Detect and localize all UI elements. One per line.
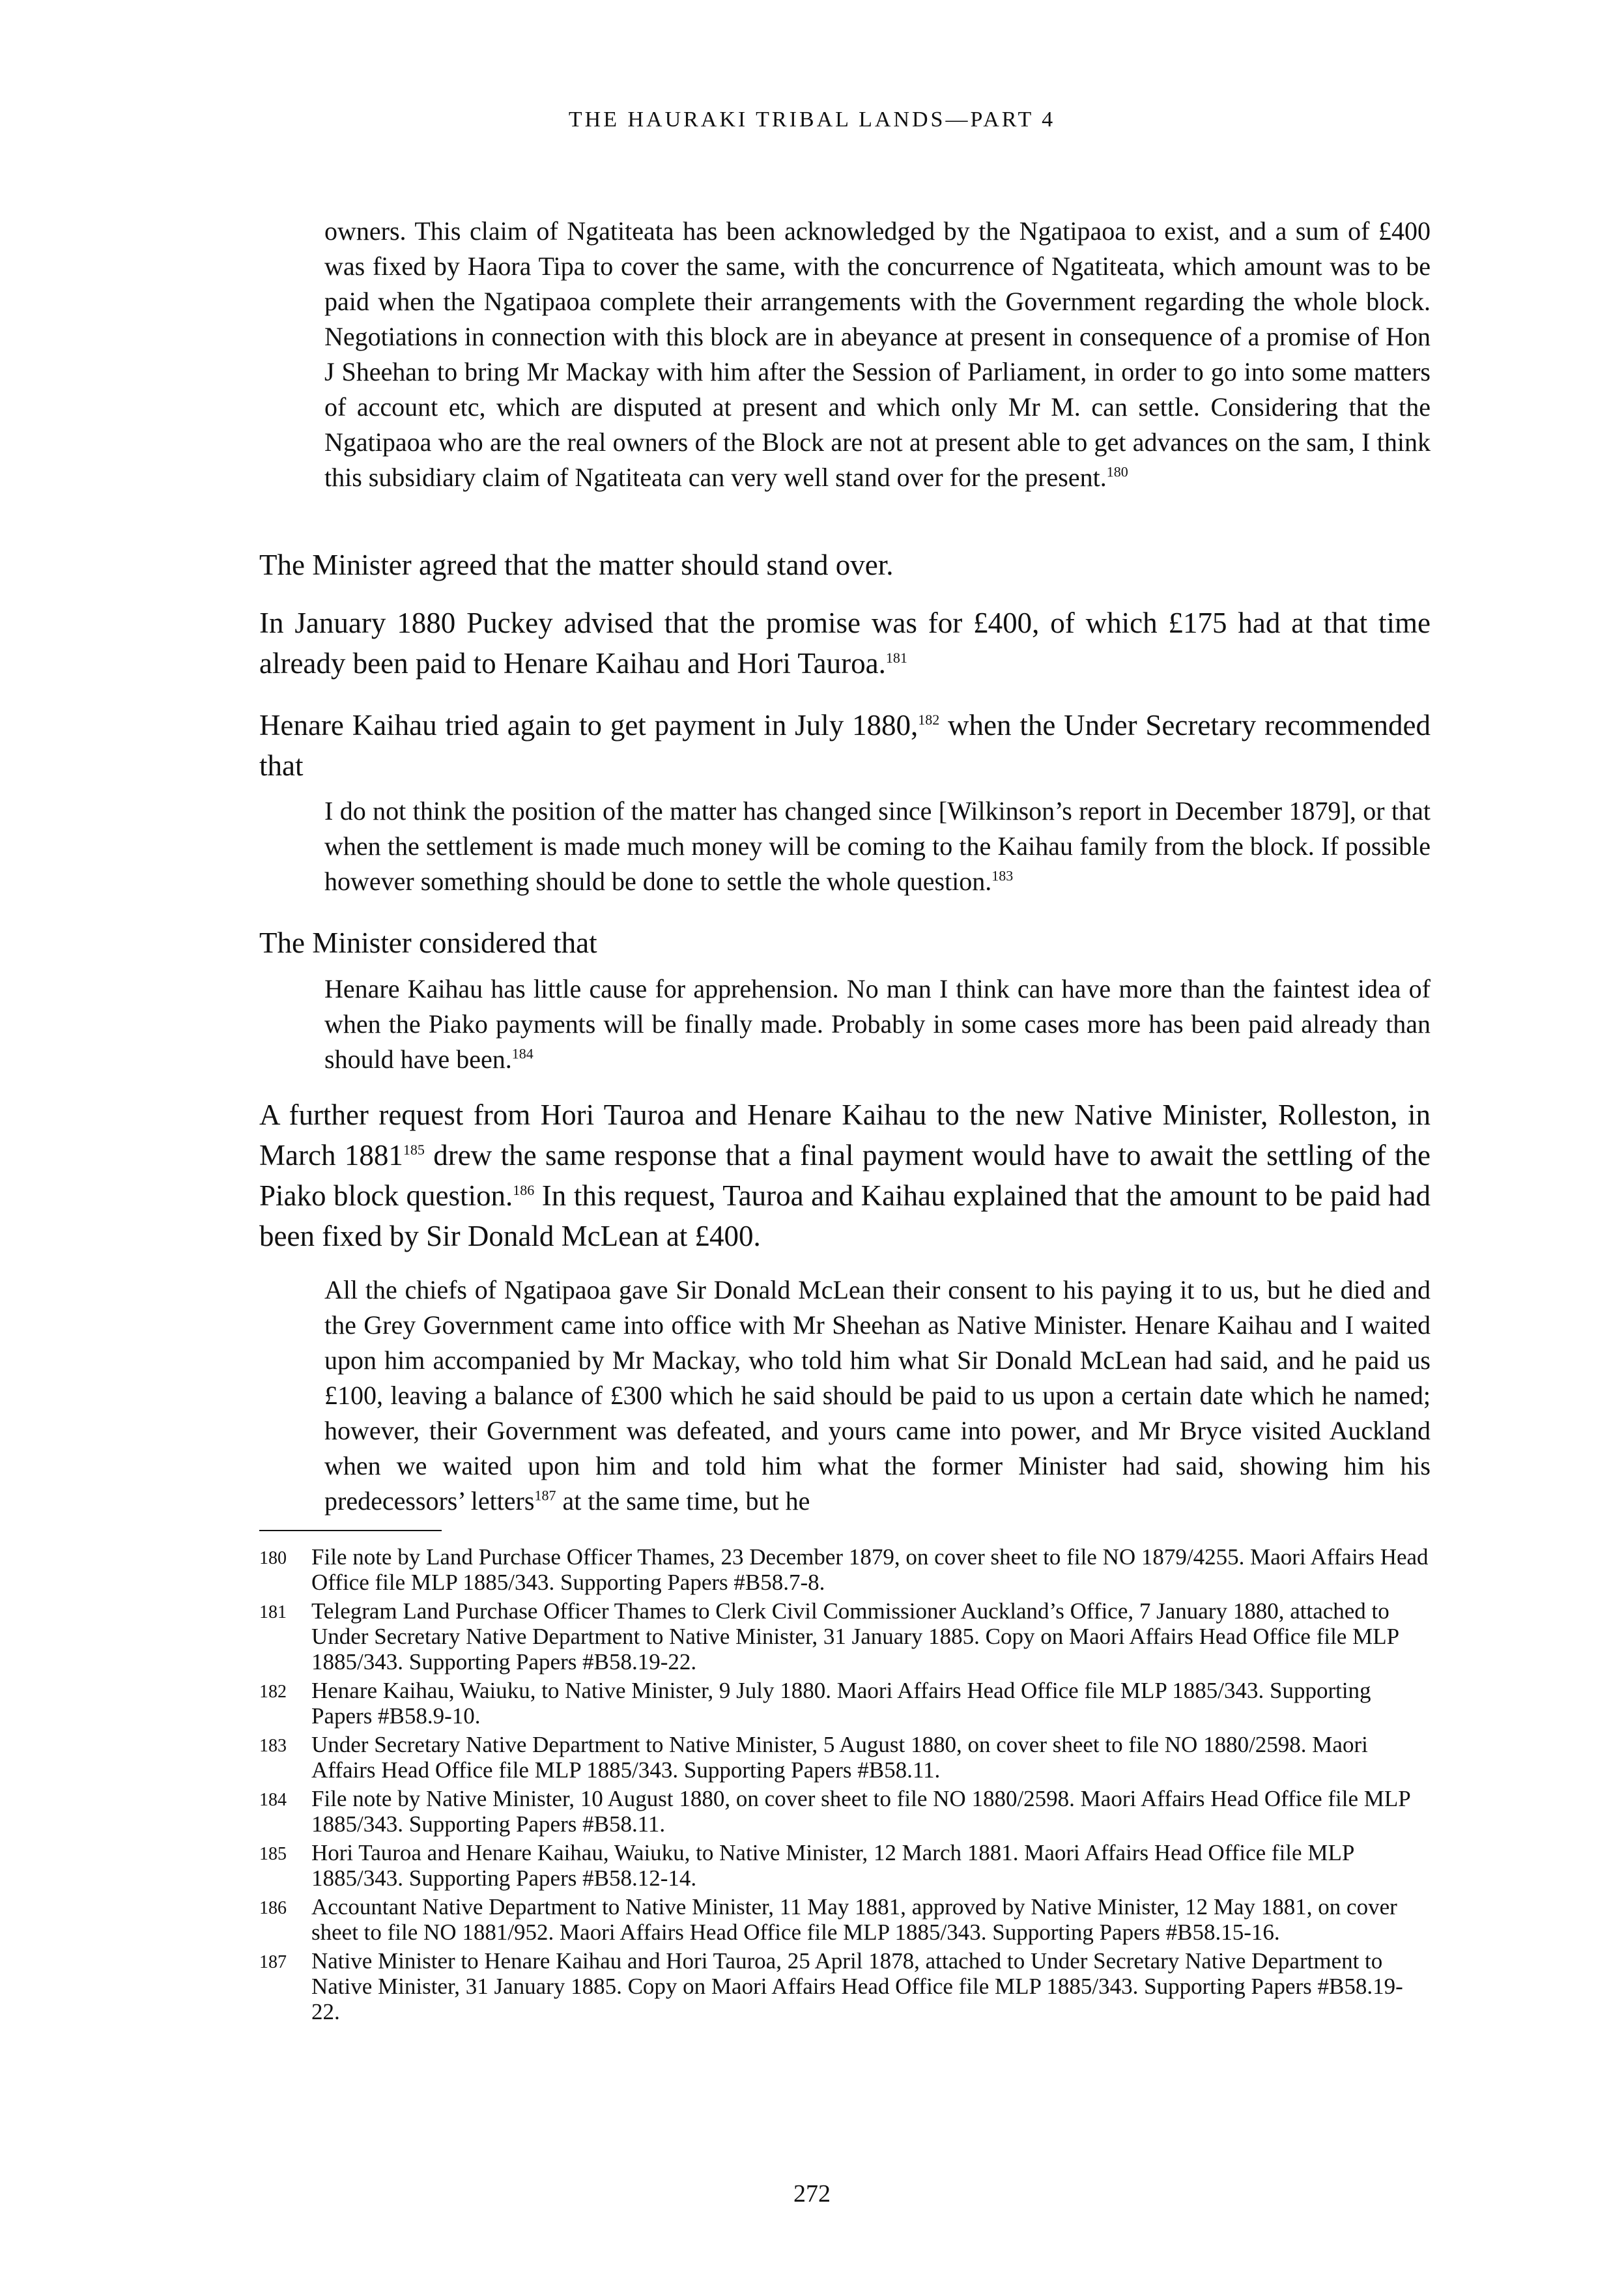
quote-text: I do not think the position of the matter has changed since [Wilkinson’s report in December 1879], or that when the settlement is made much money will be coming to the Kaihau family from the block. If possible however something should be done to settle the whole question.$^{183}$ <box>324 796 1431 896</box>
footnote-text: Native Minister to Henare Kaihau and Hori Tauroa, 25 April 1878, attached to Under Secretary Native Department to Native Minister, 31 January 1885. Copy on Maori Affairs Head Office file MLP 1885/343. Supporting Papers #B58.19-22. <box>311 1948 1403 2024</box>
paragraph-4 <box>259 923 1431 963</box>
block-quote-2 <box>259 794 1431 899</box>
paragraph-text: In January 1880 Puckey advised that the promise was for £400, of which £175 had at that time already been paid to Henare Kaihau and Hori Tauroa.$^{181}$ <box>259 607 1431 680</box>
footnote-ref: 181 <box>885 650 907 666</box>
paragraph-text: The Minister considered that <box>259 927 597 959</box>
footnote-number: 187 <box>259 1952 287 1972</box>
footnote-text: File note by Land Purchase Officer Thames, 23 December 1879, on cover sheet to file NO 1879/4255. Maori Affairs Head Office file MLP 1885/343. Supporting Papers #B58.7-8. <box>311 1544 1429 1595</box>
footnote <box>259 1786 1431 1837</box>
footnote-ref: 180 <box>1106 463 1128 480</box>
footnote-number: 180 <box>259 1548 287 1568</box>
footnote-ref: 182 <box>918 712 940 728</box>
footnote <box>259 1598 1431 1675</box>
block-quote-3 <box>259 971 1431 1077</box>
quote-text: owners. This claim of Ngatiteata has been acknowledged by the Ngatipaoa to exist, and a sum of £400 was fixed by Haora Tipa to cover the same, with the concurrence of Ngatiteata, which amount was to be paid when the Ngatipaoa complete their arrangements with the Government regarding the whole block. Negotiations in connection with this block are in abeyance at present in consequence of a promise of Hon J Sheehan to bring Mr Mackay with him after the Session of Parliament, in order to go into some matters of account etc, which are disputed at present and which only Mr M. can settle. Considering that the Ngatipaoa who are the real owners of the Block are not at present able to get advances on the sam, I think this subsidiary claim of Ngatiteata can very well stand over for the present.$^{180}$ <box>324 216 1431 492</box>
footnote-number: 186 <box>259 1898 287 1918</box>
footnote-ref: 186 <box>513 1182 535 1198</box>
paragraph-5 <box>259 1095 1431 1256</box>
footnote-text: Henare Kaihau, Waiuku, to Native Minister, 9 July 1880. Maori Affairs Head Office file MLP 1885/343. Supporting Papers #B58.9-10. <box>311 1678 1371 1729</box>
footnote-number: 181 <box>259 1602 287 1622</box>
page-number: 272 <box>793 2180 831 2208</box>
footnote <box>259 1840 1431 1891</box>
paragraph-1 <box>259 545 1431 585</box>
paragraph-2 <box>259 603 1431 683</box>
paragraph-text: Henare Kaihau tried again to get payment in July 1880,$^{182}$ when the Under Secretary recommended that <box>259 709 1431 782</box>
footnote-ref: 185 <box>403 1142 425 1158</box>
paragraph-text: A further request from Hori Tauroa and Henare Kaihau to the new Native Minister, Rolleston, in March 1881$^{185}$ drew the same response that a final payment would have to await the settling of the Piako block question.$^{186}$ In this request, Tauroa and Kaihau explained that the amount to be paid had been fixed by Sir Donald McLean at £400. <box>259 1099 1431 1252</box>
footnote-ref: 184 <box>511 1045 534 1062</box>
footnote-number: 183 <box>259 1736 287 1756</box>
footnote <box>259 1732 1431 1783</box>
footnote <box>259 1678 1431 1729</box>
block-quote-4 <box>259 1273 1431 1519</box>
block-quote-1 <box>259 214 1431 495</box>
quote-text: All the chiefs of Ngatipaoa gave Sir Donald McLean their consent to his paying it to us, but he died and the Grey Government came into office with Mr Sheehan as Native Minister. Henare Kaihau and I waited upon him accompanied by Mr Mackay, who told him what Sir Donald McLean had said, and he paid us £100, leaving a balance of £300 which he said should be paid to us upon a certain date which he named; however, their Government was defeated, and yours came into power, and Mr Bryce visited Auckland when we waited upon him and told him what the former Minister had said, showing him his predecessors’ letters$^{187}$ at the same time, but he <box>324 1275 1431 1516</box>
footnote-text: Under Secretary Native Department to Native Minister, 5 August 1880, on cover sheet to file NO 1880/2598. Maori Affairs Head Office file MLP 1885/343. Supporting Papers #B58.11. <box>311 1732 1368 1783</box>
running-head: THE HAURAKI TRIBAL LANDS—PART 4 <box>568 108 1056 132</box>
footnote-ref: 183 <box>991 867 1014 884</box>
footnote-ref: 187 <box>534 1487 556 1504</box>
footnote-text: Hori Tauroa and Henare Kaihau, Waiuku, to Native Minister, 12 March 1881. Maori Affairs Head Office file MLP 1885/343. Supporting Papers #B58.12-14. <box>311 1840 1354 1891</box>
footnote <box>259 1894 1431 1945</box>
footnote-separator <box>259 1530 442 1531</box>
footnote-number: 182 <box>259 1682 287 1702</box>
footnote-text: Accountant Native Department to Native Minister, 11 May 1881, approved by Native Minister, 12 May 1881, on cover sheet to file NO 1881/952. Maori Affairs Head Office file MLP 1885/343. Supporting Papers #B58.15-16. <box>311 1894 1397 1945</box>
footnote <box>259 1948 1431 2024</box>
paragraph-3 <box>259 705 1431 786</box>
footnotes <box>259 1544 1431 2028</box>
footnote-text: File note by Native Minister, 10 August 1880, on cover sheet to file NO 1880/2598. Maori Affairs Head Office file MLP 1885/343. Supporting Papers #B58.11. <box>311 1786 1410 1837</box>
footnote-text: Telegram Land Purchase Officer Thames to Clerk Civil Commissioner Auckland’s Office, 7 January 1880, attached to Under Secretary Native Department to Native Minister, 31 January 1885. Copy on Maori Affairs Head Office file MLP 1885/343. Supporting Papers #B58.19-22. <box>311 1598 1399 1675</box>
paragraph-text: The Minister agreed that the matter should stand over. <box>259 549 894 581</box>
footnote-number: 185 <box>259 1844 287 1864</box>
quote-text: Henare Kaihau has little cause for apprehension. No man I think can have more than the faintest idea of when the Piako payments will be finally made. Probably in some cases more has been paid already than should have been.$^{184}$ <box>324 974 1431 1074</box>
footnote-number: 184 <box>259 1790 287 1810</box>
footnote <box>259 1544 1431 1595</box>
